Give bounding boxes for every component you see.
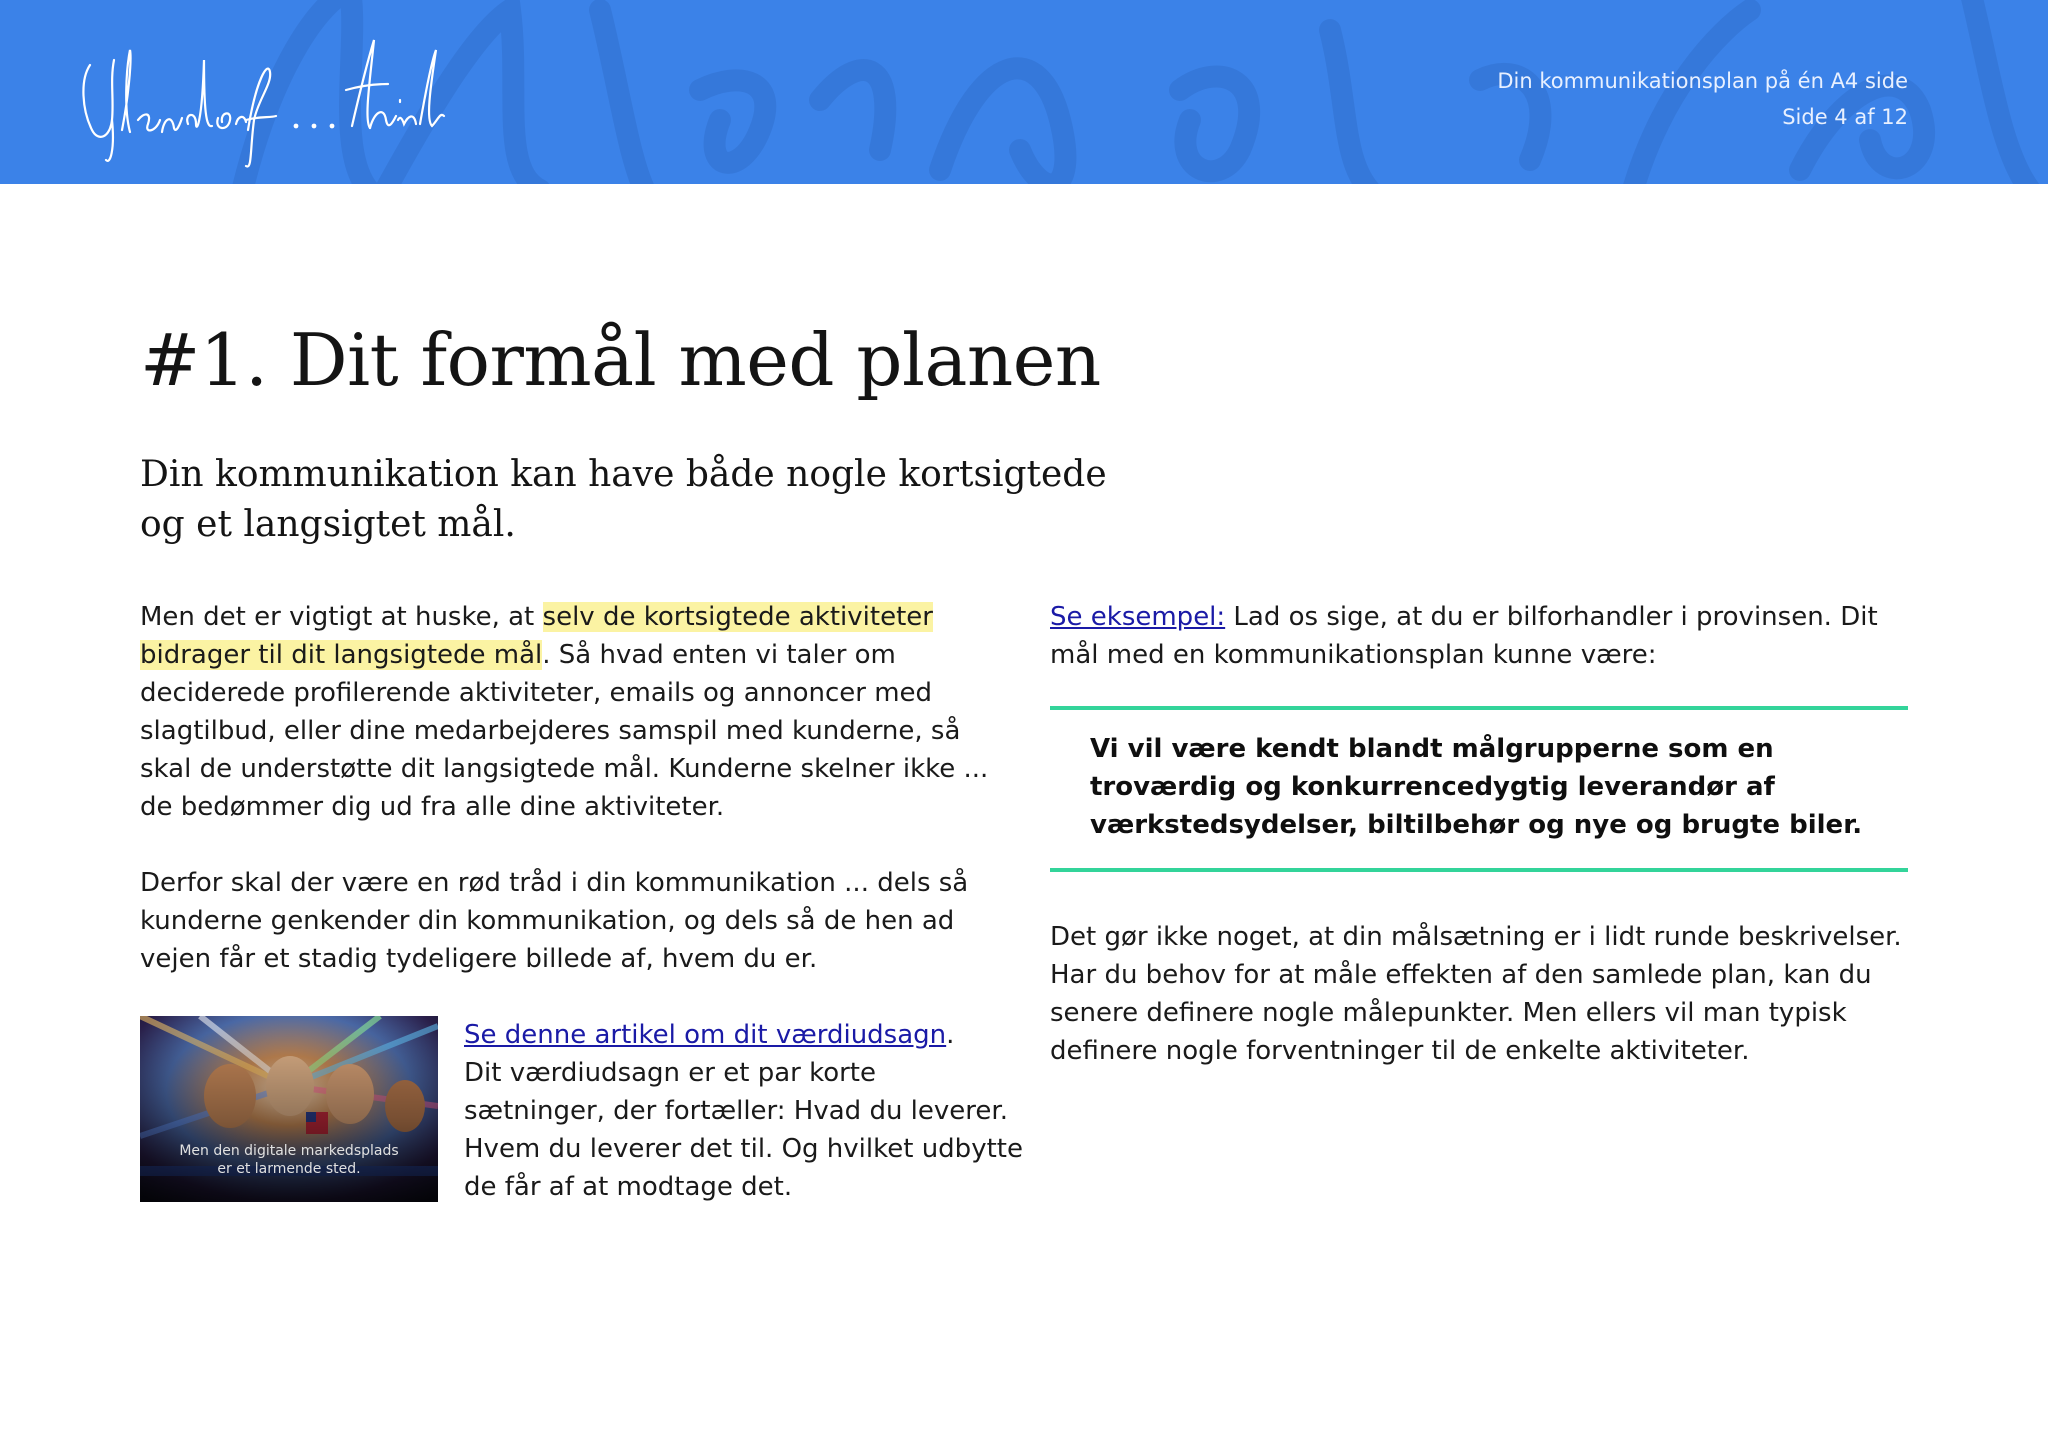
right-column-intro [1050, 598, 1910, 674]
example-intro [1050, 598, 1910, 674]
highlighted-text: selv de kortsigtede aktiviteter bidrager til dit langsigtede mål [140, 602, 933, 670]
article-thumbnail-image[interactable] [140, 1016, 438, 1202]
article-link[interactable]: Se denne artikel om dit værdiudsagn [464, 1020, 947, 1050]
article-teaser [464, 1016, 1024, 1206]
goal-quote-box [1050, 706, 1908, 872]
example-intro-text: Lad os sige, at du er bilforhandler i provinsen. Dit mål med en kommunikationsplan kunne være: [1050, 602, 1878, 670]
page-indicator: Side 4 af 12 [1782, 105, 1908, 129]
left-column [140, 598, 1010, 978]
section-subheading: Din kommunikation kan have både nogle kortsigtede og et langsigtet mål. [140, 454, 1107, 545]
article-description: Dit værdiudsagn er et par korte sætninger, der fortæller: Hvad du leverer. Hvem du leverer det til. Og hvilket udbytte de får af at modtage det. [464, 1058, 1023, 1202]
paragraph-1-rest: . Så hvad enten vi taler om deciderede profilerende aktiviteter, emails og annoncer med slagtilbud, eller dine medarbejderes samspil med kunderne, så skal de understøtte dit langsigtede mål. Kunderne skelner ikke ... de bedømmer dig ud fra alle dine aktiviteter. [140, 640, 989, 822]
page-header [0, 0, 2048, 184]
document-title: Din kommunikationsplan på én A4 side [1497, 69, 1908, 93]
goal-quote-text: Vi vil være kendt blandt målgrupperne som en troværdig og konkurrencedygtig leverandør af værkstedsydelser, biltilbehør og nye og brugte biler. [1090, 734, 1863, 840]
ulendorf-logo [70, 20, 450, 170]
article-link-suffix: . [946, 1020, 955, 1050]
paragraph-1-intro: Men det er vigtigt at huske, at [140, 602, 543, 632]
closing-paragraph: Det gør ikke noget, at din målsætning er i lidt runde beskrivelser. Har du behov for at måle effekten af den samlede plan, kan du senere definere nogle målepunkter. Men ellers vil man typisk definere nogle forventninger til de enkelte aktiviteter. [1050, 922, 1902, 1066]
article-link-line [464, 1016, 1024, 1054]
example-link[interactable]: Se eksempel: [1050, 602, 1226, 632]
paragraph-2: Derfor skal der være en rød tråd i din kommunikation ... dels så kunderne genkender din kommunikation, og dels så de hen ad vejen får et stadig tydeligere billede af, hvem du er. [140, 868, 969, 974]
paragraph-1 [140, 598, 1010, 826]
right-column-closing [1050, 918, 1910, 1070]
thumbnail-caption-line-1: Men den digitale markedsplads [179, 1143, 399, 1159]
thumbnail-caption [140, 1142, 438, 1178]
section-heading: #1. Dit formål med planen [140, 318, 1101, 402]
thumbnail-caption-line-2: er et larmende sted. [217, 1161, 361, 1177]
